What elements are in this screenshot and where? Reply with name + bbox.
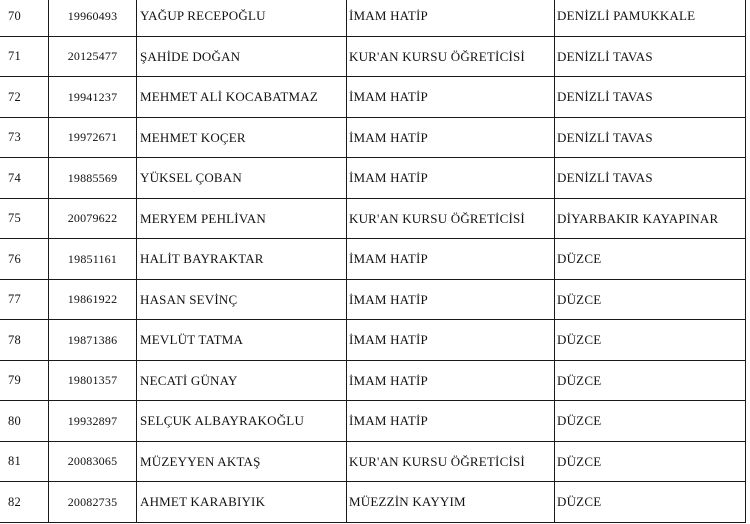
row-number-cell: 72	[0, 77, 49, 118]
id-number-cell: 19851161	[49, 239, 137, 280]
row-number-cell: 73	[0, 117, 49, 158]
location-cell: DÜZCE	[555, 239, 746, 280]
full-name-cell: MEHMET ALİ KOCABATMAZ	[137, 77, 347, 118]
full-name-cell: MERYEM PEHLİVAN	[137, 198, 347, 239]
table-row	[0, 482, 746, 523]
table-row	[0, 117, 746, 158]
row-number-cell: 74	[0, 158, 49, 199]
row-number-cell: 79	[0, 360, 49, 401]
job-title-cell: İMAM HATİP	[347, 320, 555, 361]
full-name-cell: ŞAHİDE DOĞAN	[137, 36, 347, 77]
job-title-cell: KUR'AN KURSU ÖĞRETİCİSİ	[347, 441, 555, 482]
location-cell: DENİZLİ TAVAS	[555, 77, 746, 118]
job-title-cell: KUR'AN KURSU ÖĞRETİCİSİ	[347, 198, 555, 239]
full-name-cell: HALİT BAYRAKTAR	[137, 239, 347, 280]
table-row	[0, 360, 746, 401]
location-cell: DÜZCE	[555, 482, 746, 523]
row-number-cell: 70	[0, 0, 49, 36]
full-name-cell: AHMET KARABIYIK	[137, 482, 347, 523]
location-cell: DÜZCE	[555, 320, 746, 361]
row-number-cell: 80	[0, 401, 49, 442]
id-number-cell: 19960493	[49, 0, 137, 36]
table-row	[0, 158, 746, 199]
id-number-cell: 19941237	[49, 77, 137, 118]
location-cell: DENİZLİ PAMUKKALE	[555, 0, 746, 36]
full-name-cell: MÜZEYYEN AKTAŞ	[137, 441, 347, 482]
location-cell: DENİZLİ TAVAS	[555, 158, 746, 199]
job-title-cell: İMAM HATİP	[347, 279, 555, 320]
location-cell: DÜZCE	[555, 441, 746, 482]
table-row	[0, 36, 746, 77]
location-cell: DENİZLİ TAVAS	[555, 36, 746, 77]
id-number-cell: 20083065	[49, 441, 137, 482]
table-row	[0, 239, 746, 280]
job-title-cell: İMAM HATİP	[347, 401, 555, 442]
row-number-cell: 78	[0, 320, 49, 361]
id-number-cell: 20079622	[49, 198, 137, 239]
id-number-cell: 19801357	[49, 360, 137, 401]
row-number-cell: 77	[0, 279, 49, 320]
job-title-cell: İMAM HATİP	[347, 117, 555, 158]
id-number-cell: 20125477	[49, 36, 137, 77]
table-row	[0, 77, 746, 118]
job-title-cell: MÜEZZİN KAYYIM	[347, 482, 555, 523]
table-row	[0, 279, 746, 320]
full-name-cell: YÜKSEL ÇOBAN	[137, 158, 347, 199]
table-row	[0, 320, 746, 361]
full-name-cell: HASAN SEVİNÇ	[137, 279, 347, 320]
location-cell: DÜZCE	[555, 360, 746, 401]
location-cell: DİYARBAKIR KAYAPINAR	[555, 198, 746, 239]
id-number-cell: 19861922	[49, 279, 137, 320]
full-name-cell: YAĞUP RECEPOĞLU	[137, 0, 347, 36]
full-name-cell: SELÇUK ALBAYRAKOĞLU	[137, 401, 347, 442]
job-title-cell: İMAM HATİP	[347, 77, 555, 118]
location-cell: DÜZCE	[555, 279, 746, 320]
job-title-cell: İMAM HATİP	[347, 158, 555, 199]
row-number-cell: 75	[0, 198, 49, 239]
location-cell: DÜZCE	[555, 401, 746, 442]
id-number-cell: 19972671	[49, 117, 137, 158]
id-number-cell: 20082735	[49, 482, 137, 523]
id-number-cell: 19932897	[49, 401, 137, 442]
id-number-cell: 19871386	[49, 320, 137, 361]
id-number-cell: 19885569	[49, 158, 137, 199]
table-row	[0, 401, 746, 442]
full-name-cell: NECATİ GÜNAY	[137, 360, 347, 401]
full-name-cell: MEHMET KOÇER	[137, 117, 347, 158]
table-row	[0, 441, 746, 482]
table-row	[0, 0, 746, 36]
row-number-cell: 76	[0, 239, 49, 280]
full-name-cell: MEVLÜT TATMA	[137, 320, 347, 361]
location-cell: DENİZLİ TAVAS	[555, 117, 746, 158]
row-number-cell: 71	[0, 36, 49, 77]
row-number-cell: 82	[0, 482, 49, 523]
job-title-cell: İMAM HATİP	[347, 239, 555, 280]
job-title-cell: İMAM HATİP	[347, 0, 555, 36]
job-title-cell: KUR'AN KURSU ÖĞRETİCİSİ	[347, 36, 555, 77]
row-number-cell: 81	[0, 441, 49, 482]
table-row	[0, 198, 746, 239]
job-title-cell: İMAM HATİP	[347, 360, 555, 401]
